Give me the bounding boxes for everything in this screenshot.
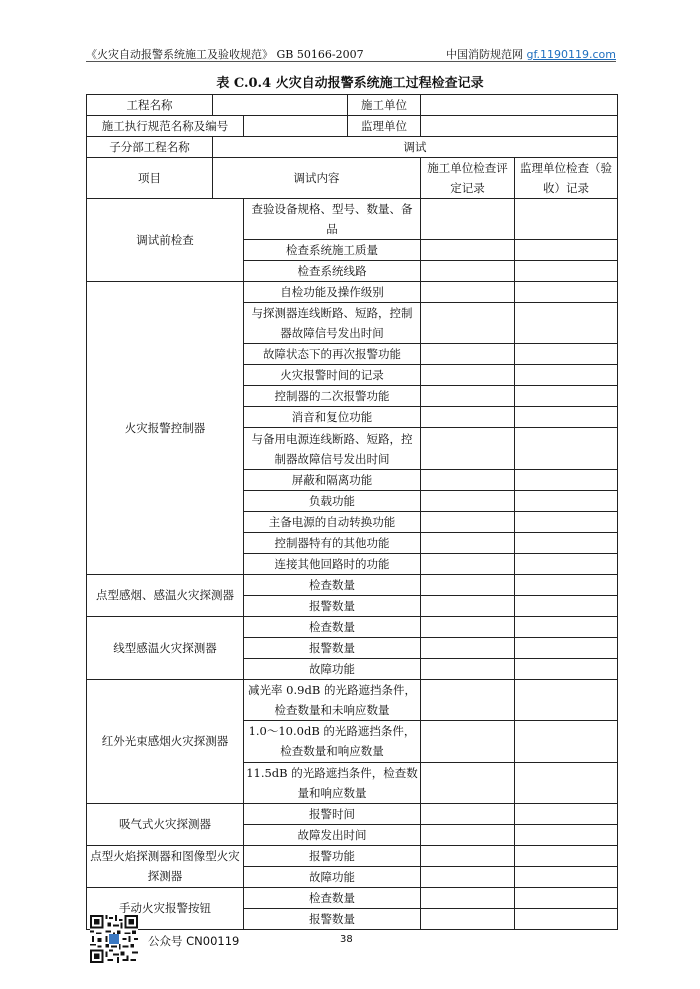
supervision-check-cell[interactable] <box>515 574 618 595</box>
construction-unit-value[interactable] <box>421 95 618 116</box>
test-content-cell: 11.5dB 的光路遮挡条件，检查数量和响应数量 <box>244 762 421 803</box>
supervision-check-cell[interactable] <box>515 199 618 240</box>
supervision-check-cell[interactable] <box>515 721 618 762</box>
row-standard <box>87 116 618 137</box>
account-label <box>148 933 239 949</box>
test-content-cell: 故障功能 <box>244 866 421 887</box>
construction-check-cell[interactable] <box>421 637 515 658</box>
construction-check-cell[interactable] <box>421 721 515 762</box>
supervision-check-cell[interactable] <box>515 365 618 386</box>
test-content-cell: 报警数量 <box>244 637 421 658</box>
header-site-name: 中国消防规范网 <box>445 48 527 61</box>
construction-check-cell[interactable] <box>421 679 515 720</box>
supervision-check-cell[interactable] <box>515 282 618 303</box>
sub-project-label: 子分部工程名称 <box>87 137 213 158</box>
supervision-check-cell[interactable] <box>515 428 618 469</box>
test-content-cell: 检查数量 <box>244 574 421 595</box>
col-header-item: 项目 <box>87 158 213 199</box>
construction-check-cell[interactable] <box>421 616 515 637</box>
test-content-cell: 故障功能 <box>244 658 421 679</box>
construction-check-cell[interactable] <box>421 240 515 261</box>
table-row <box>87 616 618 637</box>
supervision-check-cell[interactable] <box>515 532 618 553</box>
supervision-check-cell[interactable] <box>515 845 618 866</box>
test-content-cell: 控制器特有的其他功能 <box>244 532 421 553</box>
construction-check-cell[interactable] <box>421 762 515 803</box>
construction-check-cell[interactable] <box>421 845 515 866</box>
group-name-cell: 线型感温火灾探测器 <box>87 616 244 679</box>
construction-check-cell[interactable] <box>421 658 515 679</box>
construction-check-cell[interactable] <box>421 282 515 303</box>
group-name-cell: 红外光束感烟火灾探测器 <box>87 679 244 803</box>
construction-check-cell[interactable] <box>421 428 515 469</box>
test-content-cell: 连接其他回路时的功能 <box>244 553 421 574</box>
test-content-cell: 自检功能及操作级别 <box>244 282 421 303</box>
row-sub-project <box>87 137 618 158</box>
construction-check-cell[interactable] <box>421 199 515 240</box>
col-header-content: 调试内容 <box>213 158 421 199</box>
group-name-cell: 火灾报警控制器 <box>87 282 244 575</box>
row-project <box>87 95 618 116</box>
supervision-check-cell[interactable] <box>515 658 618 679</box>
construction-check-cell[interactable] <box>421 574 515 595</box>
supervision-check-cell[interactable] <box>515 824 618 845</box>
table-title: 表 C.0.4 火灾自动报警系统施工过程检查记录 <box>216 76 484 91</box>
test-content-cell: 报警数量 <box>244 595 421 616</box>
construction-unit-label: 施工单位 <box>348 95 421 116</box>
table-row <box>87 679 618 720</box>
group-name-cell: 手动火灾报警按钮 <box>87 887 244 929</box>
supervision-check-cell[interactable] <box>515 595 618 616</box>
supervision-check-cell[interactable] <box>515 511 618 532</box>
supervision-check-cell[interactable] <box>515 637 618 658</box>
supervision-check-cell[interactable] <box>515 386 618 407</box>
supervision-check-cell[interactable] <box>515 240 618 261</box>
test-content-cell: 与探测器连线断路、短路，控制器故障信号发出时间 <box>244 303 421 344</box>
header-site <box>446 46 616 62</box>
page-header <box>86 40 616 62</box>
supervision-check-cell[interactable] <box>515 261 618 282</box>
supervision-check-cell[interactable] <box>515 407 618 428</box>
qr-code-icon <box>90 915 138 963</box>
test-content-cell: 与备用电源连线断路、短路，控制器故障信号发出时间 <box>244 428 421 469</box>
construction-check-cell[interactable] <box>421 469 515 490</box>
supervision-check-cell[interactable] <box>515 679 618 720</box>
row-column-headers <box>87 158 618 199</box>
standard-label: 施工执行规范名称及编号 <box>87 116 244 137</box>
standard-value[interactable] <box>244 116 348 137</box>
page-number: 38 <box>340 934 353 945</box>
inspection-record-table <box>86 94 618 930</box>
table-row <box>87 574 618 595</box>
construction-check-cell[interactable] <box>421 553 515 574</box>
construction-check-cell[interactable] <box>421 261 515 282</box>
supervision-unit-value[interactable] <box>421 116 618 137</box>
page-footer <box>0 905 700 975</box>
account-text: 公众号 <box>148 934 187 948</box>
test-content-cell: 火灾报警时间的记录 <box>244 365 421 386</box>
account-code: CN00119 <box>186 934 240 948</box>
test-content-cell: 故障状态下的再次报警功能 <box>244 344 421 365</box>
col-header-construction-check: 施工单位检查评定记录 <box>421 158 515 199</box>
test-content-cell: 查验设备规格、型号、数量、备品 <box>244 199 421 240</box>
construction-check-cell[interactable] <box>421 595 515 616</box>
test-content-cell: 负载功能 <box>244 490 421 511</box>
col-header-supervision-check: 监理单位检查（验收）记录 <box>515 158 618 199</box>
test-content-cell: 检查数量 <box>244 616 421 637</box>
test-content-cell: 检查系统线路 <box>244 261 421 282</box>
project-name-label: 工程名称 <box>87 95 213 116</box>
table-row <box>87 845 618 866</box>
test-content-cell: 屏蔽和隔离功能 <box>244 469 421 490</box>
test-content-cell: 主备电源的自动转换功能 <box>244 511 421 532</box>
construction-check-cell[interactable] <box>421 824 515 845</box>
supervision-check-cell[interactable] <box>515 866 618 887</box>
group-name-cell: 调试前检查 <box>87 199 244 282</box>
test-content-cell: 故障发出时间 <box>244 824 421 845</box>
supervision-check-cell[interactable] <box>515 616 618 637</box>
supervision-check-cell[interactable] <box>515 344 618 365</box>
test-content-cell: 检查系统施工质量 <box>244 240 421 261</box>
group-name-cell: 吸气式火灾探测器 <box>87 803 244 845</box>
test-content-cell: 消音和复位功能 <box>244 407 421 428</box>
construction-check-cell[interactable] <box>421 365 515 386</box>
table-row <box>87 199 618 240</box>
construction-check-cell[interactable] <box>421 803 515 824</box>
construction-check-cell[interactable] <box>421 866 515 887</box>
supervision-check-cell[interactable] <box>515 303 618 344</box>
construction-check-cell[interactable] <box>421 407 515 428</box>
project-name-value[interactable] <box>213 95 348 116</box>
supervision-check-cell[interactable] <box>515 762 618 803</box>
construction-check-cell[interactable] <box>421 511 515 532</box>
test-content-cell: 报警数量 <box>244 908 421 929</box>
supervision-unit-label: 监理单位 <box>348 116 421 137</box>
sub-project-value: 调试 <box>213 137 618 158</box>
test-content-cell: 1.0～10.0dB 的光路遮挡条件，检查数量和响应数量 <box>244 721 421 762</box>
test-content-cell: 报警时间 <box>244 803 421 824</box>
group-name-cell: 点型火焰探测器和图像型火灾探测器 <box>87 845 244 887</box>
construction-check-cell[interactable] <box>421 490 515 511</box>
construction-check-cell[interactable] <box>421 532 515 553</box>
construction-check-cell[interactable] <box>421 386 515 407</box>
group-name-cell: 点型感烟、感温火灾探测器 <box>87 574 244 616</box>
table-row <box>87 803 618 824</box>
test-content-cell: 减光率 0.9dB 的光路遮挡条件，检查数量和未响应数量 <box>244 679 421 720</box>
header-rule <box>86 61 616 62</box>
test-content-cell: 检查数量 <box>244 887 421 908</box>
supervision-check-cell[interactable] <box>515 469 618 490</box>
supervision-check-cell[interactable] <box>515 553 618 574</box>
construction-check-cell[interactable] <box>421 303 515 344</box>
header-doc-name: 《火灾自动报警系统施工及验收规范》 GB 50166-2007 <box>86 48 364 61</box>
supervision-check-cell[interactable] <box>515 490 618 511</box>
header-site-link[interactable]: gf.1190119.com <box>526 48 616 61</box>
test-content-cell: 控制器的二次报警功能 <box>244 386 421 407</box>
test-content-cell: 报警功能 <box>244 845 421 866</box>
table-row <box>87 282 618 303</box>
construction-check-cell[interactable] <box>421 344 515 365</box>
supervision-check-cell[interactable] <box>515 803 618 824</box>
